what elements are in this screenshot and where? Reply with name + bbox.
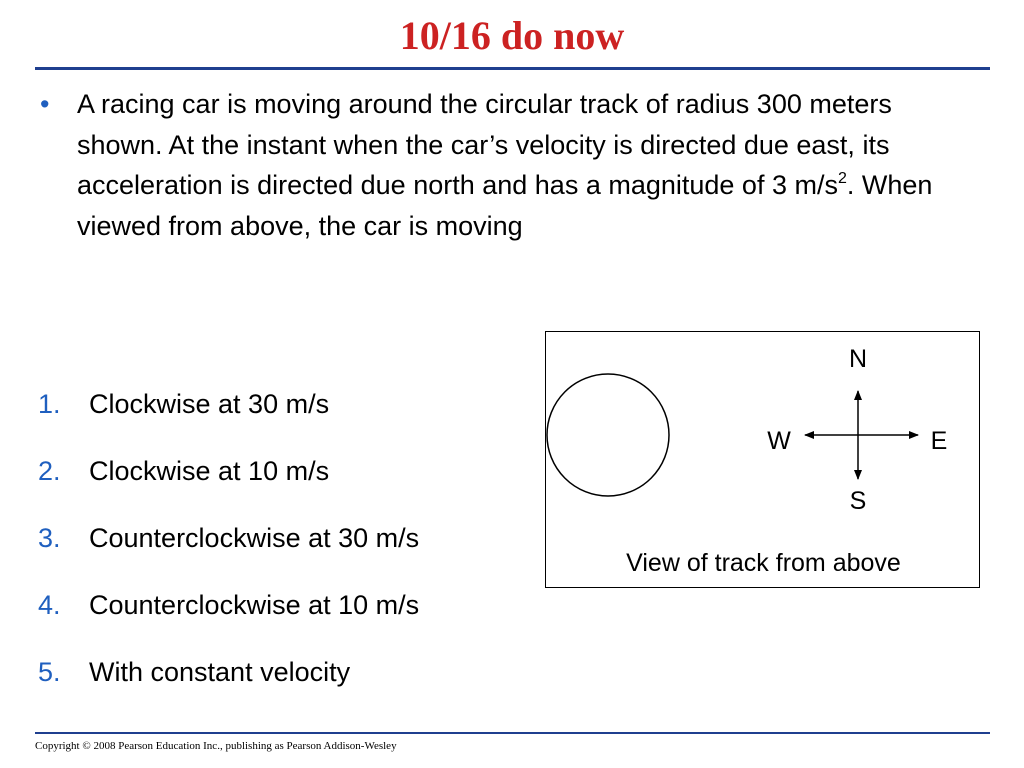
choice-number: 2. (38, 456, 61, 486)
question-block (36, 84, 976, 246)
compass-south-label: S (849, 487, 867, 515)
choice-label: Counterclockwise at 30 m/s (89, 523, 420, 553)
compass-east-label: E (930, 427, 948, 455)
answer-choices (38, 381, 538, 716)
question-bullet: • (40, 89, 50, 119)
choice-number: 3. (38, 523, 61, 553)
choice-number: 4. (38, 590, 61, 620)
answer-choice-3[interactable] (38, 515, 538, 582)
choice-label: With constant velocity (89, 657, 351, 687)
figure-caption: View of track from above (626, 549, 901, 577)
choice-label: Clockwise at 30 m/s (89, 389, 330, 419)
title-divider (35, 67, 990, 70)
question-text-exponent: 2 (837, 170, 847, 187)
answer-choice-2[interactable] (38, 448, 538, 515)
question-text-main: A racing car is moving around the circular track of radius 300 meters shown. At the instant when the car’s velocity is directed due east, its acceleration is directed due north and has a magnitude of 3 m/s (77, 89, 892, 200)
question-text-end: . When viewed from above, the car is moving (77, 170, 933, 241)
track-figure (545, 331, 980, 588)
copyright-footer: Copyright © 2008 Pearson Education Inc., publishing as Pearson Addison-Wesley (35, 740, 397, 752)
answer-choice-4[interactable] (38, 582, 538, 649)
choice-number: 1. (38, 389, 61, 419)
compass-arrows-icon (805, 391, 918, 479)
slide-title: 10/16 do now (399, 13, 625, 58)
footer-divider (35, 732, 990, 734)
choice-number: 5. (38, 657, 61, 687)
compass-west-label: W (767, 427, 791, 455)
question-text (77, 84, 976, 246)
choice-label: Clockwise at 10 m/s (89, 456, 330, 486)
answer-choice-1[interactable] (38, 381, 538, 448)
circular-track (547, 374, 669, 496)
choice-label: Counterclockwise at 10 m/s (89, 590, 420, 620)
answer-choice-5[interactable] (38, 649, 538, 716)
compass-north-label: N (848, 345, 868, 373)
